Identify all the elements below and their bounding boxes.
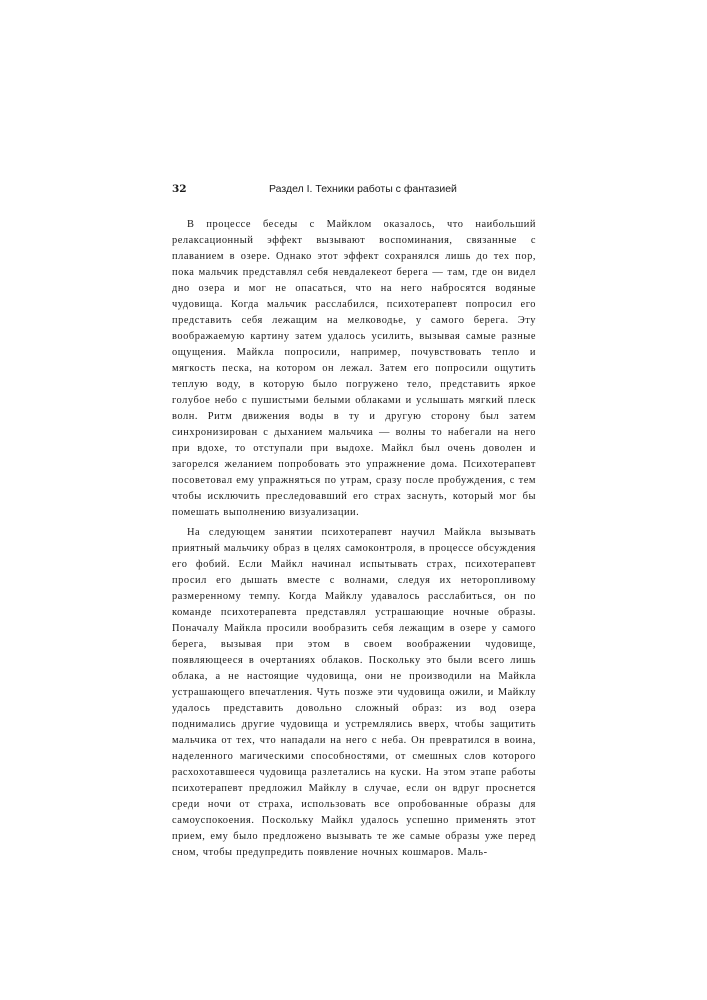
book-page bbox=[172, 182, 536, 865]
section-title: Раздел I. Техники работы с фантазией bbox=[269, 183, 457, 195]
paragraph: На следующем занятии психотерапевт научил Майкла вызывать приятный мальчику образ в целях самоконтроля, в процессе обсуждения его фобий. Если Майкл начинал испытывать страх, психотерапевт просил его дышать вместе с волнами, следуя их неторопливому размеренному темпу. Когда Майклу удавалось расслабиться, он по команде психотерапевта представлял устрашающие ночные образы. Поначалу Майкла просили вообразить себя лежащим в озере у самого берега, вызывая при этом в своем воображении чудовище, появляющееся в очертаниях облаков. Поскольку это были всего лишь облака, а не настоящие чудовища, они не производили на Майкла устрашающего впечатления. Чуть позже эти чудовища ожили, и Майклу удалось представить довольно сложный образ: из вод озера поднимались другие чудовища и устремлялись вверх, чтобы защитить мальчика от тех, что нападали на него с неба. Он превратился в воина, наделенного магическими способностями, от смешных слов которого расхохотавшееся чудовища разлетались на куски. На этом этапе работы психотерапевт предложил Майклу в случае, если он вдруг проснется среди ночи от страха, использовать все опробованные образы для самоуспокоения. Поскольку Майкл удалось успешно применять этот прием, ему было предложено вызывать те же самые образы уже перед сном, чтобы предупредить появление ночных кошмаров. Маль- bbox=[172, 527, 536, 858]
body-text bbox=[172, 217, 536, 861]
running-head bbox=[172, 182, 536, 200]
paragraph: В процессе беседы с Майклом оказалось, что наибольший релаксационный эффект вызывают воспоминания, связанные с плаванием в озере. Однако этот эффект сохранялся лишь до тех пор, пока мальчик представлял себя невдалекеот берега — там, где он видел дно озера и мог не опасаться, что на него набросятся водяные чудовища. Когда мальчик расслабился, психотерапевт попросил его представить себя лежащим на мелководье, у самого берега. Эту воображаемую картину затем удалось усилить, вызывая самые разные ощущения. Майкла попросили, например, почувствовать тепло и мягкость песка, на котором он лежал. Затем его попросили ощутить теплую воду, в которую было погружено тело, представить яркое голубое небо с пушистыми белыми облаками и услышать мягкий плеск волн. Ритм движения воды в ту и другую сторону был затем синхронизирован с дыханием мальчика — волны то набегали на него при вдохе, то отступали при выдохе. Майкл был очень доволен и загорелся желанием попробовать это упражнение дома. Психотерапевт посоветовал ему упражняться по утрам, сразу после пробуждения, с тем чтобы исключить преследовавший его страх заснуть, который мог бы помешать выполнению визуализации. bbox=[172, 219, 536, 518]
page-number: 32 bbox=[172, 183, 187, 195]
